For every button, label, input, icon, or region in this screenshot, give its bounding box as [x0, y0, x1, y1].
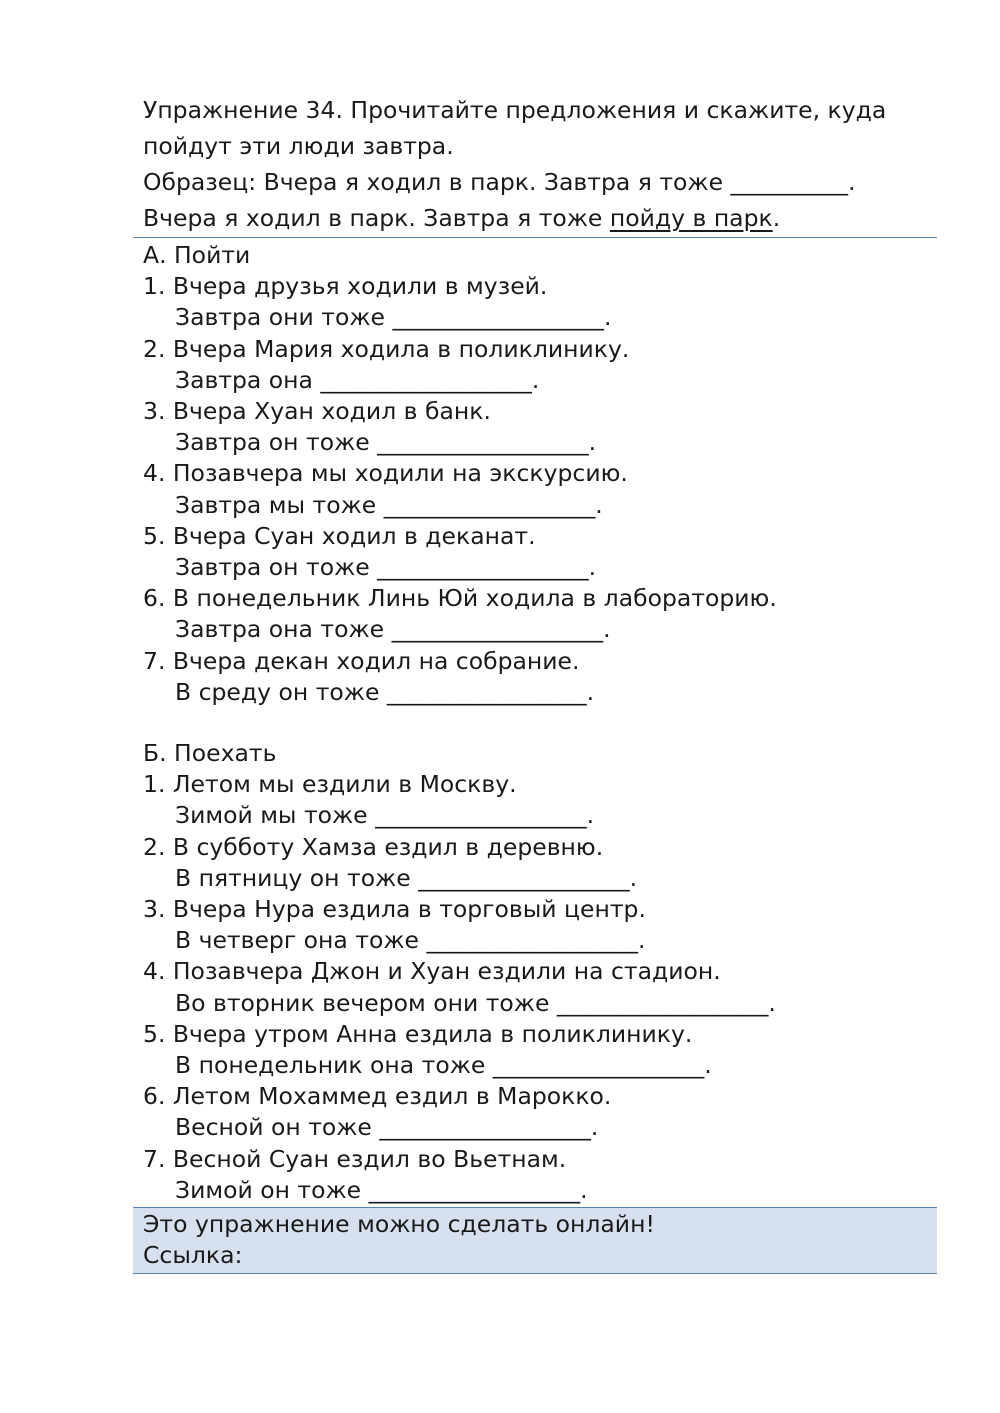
example-answer-highlight: пойду в парк — [609, 204, 773, 232]
item-answer-line[interactable]: В четверг она тоже __________________. — [175, 926, 646, 955]
exercise-item — [143, 769, 943, 831]
link-label[interactable]: Ссылка: — [143, 1241, 243, 1269]
exercise-item — [143, 646, 943, 708]
item-answer-line[interactable]: Завтра она __________________. — [175, 365, 540, 394]
item-question: 2. Вчера Мария ходила в поликлинику. — [143, 334, 630, 363]
item-question: 1. Вчера друзья ходили в музей. — [143, 272, 548, 301]
item-question: 7. Вчера декан ходил на собрание. — [143, 646, 580, 675]
item-question: 5. Вчера утром Анна ездила в поликлинику. — [143, 1019, 693, 1048]
example-answer-prefix: Вчера я ходил в парк. Завтра я тоже — [143, 204, 610, 232]
exercise-item — [143, 832, 943, 894]
example-answer — [143, 200, 923, 236]
item-question: 3. Вчера Хуан ходил в банк. — [143, 397, 491, 425]
exercise-item — [143, 894, 943, 956]
exercise-item — [143, 1019, 943, 1081]
item-answer-line[interactable]: В понедельник она тоже __________________. — [175, 1051, 712, 1080]
item-answer-line[interactable]: Завтра мы тоже __________________. — [175, 490, 603, 519]
exercise-intro — [143, 92, 923, 236]
exercise-item — [143, 956, 943, 1018]
item-question: 7. Весной Суан ездил во Вьетнам. — [143, 1144, 567, 1173]
item-question: 4. Позавчера мы ходили на экскурсию. — [143, 459, 628, 488]
item-question: 4. Позавчера Джон и Хуан ездили на стадион. — [143, 957, 721, 986]
exercise-item — [143, 458, 943, 520]
section-a-heading: А. Пойти — [143, 241, 251, 269]
item-answer-line[interactable]: В пятницу он тоже __________________. — [175, 863, 638, 892]
item-answer-line[interactable]: Завтра он тоже __________________. — [175, 553, 597, 582]
item-answer-line[interactable]: Зимой мы тоже __________________. — [175, 801, 595, 830]
item-answer-line[interactable]: Во вторник вечером они тоже __________________. — [175, 988, 776, 1017]
item-question: 6. В понедельник Линь Юй ходила в лабораторию. — [143, 584, 777, 613]
item-answer-line[interactable]: Завтра она тоже __________________. — [175, 615, 611, 644]
divider-rule — [133, 237, 937, 238]
section-b-heading: Б. Поехать — [143, 739, 277, 767]
item-answer-line[interactable]: Завтра они тоже __________________. — [175, 303, 612, 332]
exercise-task: Упражнение 34. Прочитайте предложения и скажите, куда пойдут эти люди завтра. — [143, 96, 887, 160]
section-b — [143, 738, 943, 1206]
section-a — [143, 240, 943, 708]
item-answer-line[interactable]: Зимой он тоже __________________. — [175, 1175, 588, 1204]
exercise-item — [143, 1081, 943, 1143]
exercise-item — [143, 396, 943, 458]
item-question: 2. В субботу Хамза ездил в деревню. — [143, 832, 604, 861]
item-question: 5. Вчера Суан ходил в деканат. — [143, 521, 536, 550]
example-answer-suffix: . — [772, 204, 781, 232]
item-answer-line[interactable]: В среду он тоже _________________. — [175, 677, 595, 706]
exercise-item — [143, 583, 943, 645]
exercise-item — [143, 521, 943, 583]
item-answer-line[interactable]: Весной он тоже __________________. — [175, 1113, 599, 1142]
exercise-item — [143, 334, 943, 396]
exercise-item — [143, 271, 943, 333]
item-question: 1. Летом мы ездили в Москву. — [143, 770, 517, 799]
online-notice-box — [133, 1207, 937, 1274]
online-notice-text: Это упражнение можно сделать онлайн! — [143, 1210, 655, 1238]
item-answer-line[interactable]: Завтра он тоже __________________. — [175, 428, 597, 457]
example-prompt: Образец: Вчера я ходил в парк. Завтра я тоже __________. — [143, 168, 856, 196]
item-question: 3. Вчера Нура ездила в торговый центр. — [143, 895, 646, 923]
exercise-item — [143, 1144, 943, 1206]
item-question: 6. Летом Мохаммед ездил в Марокко. — [143, 1082, 612, 1111]
